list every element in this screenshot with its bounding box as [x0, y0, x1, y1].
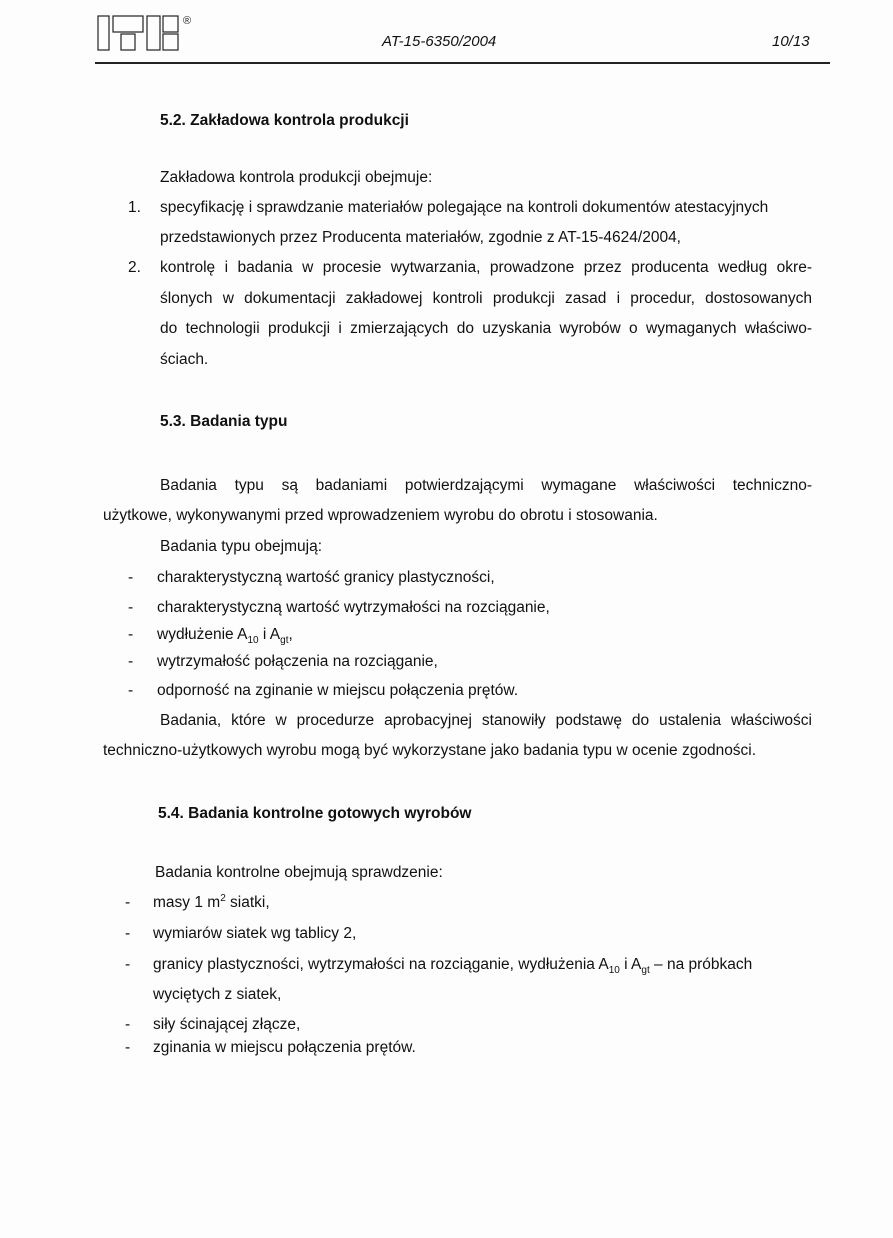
dash: -: [125, 925, 131, 942]
section-5-3-heading: 5.3. Badania typu: [160, 413, 288, 430]
dash: -: [125, 956, 131, 973]
dash: -: [128, 626, 134, 643]
subscript: gt: [641, 965, 650, 977]
paragraph: Badania, które w procedurze aprobacyjnej stanowiły podstawę do ustalenia właściwości: [160, 712, 812, 729]
list-text: do technologii produkcji i zmierzających do uzyskania wyrobów o wymaganych właściwo-: [160, 320, 812, 337]
list-text: wytrzymałość połączenia na rozciąganie,: [157, 653, 438, 670]
text: i A: [258, 626, 281, 643]
list-text: przedstawionych przez Producenta materiałów, zgodnie z AT-15-4624/2004,: [160, 229, 681, 246]
paragraph: użytkowe, wykonywanymi przed wprowadzeniem wyrobu do obrotu i stosowania.: [103, 507, 658, 524]
dash: -: [125, 894, 131, 911]
list-text: charakterystyczną wartość granicy plastyczności,: [157, 569, 495, 586]
list-number: 1.: [128, 199, 141, 216]
list-number: 2.: [128, 259, 141, 276]
dash: -: [128, 569, 134, 586]
page-number: 10/13: [772, 33, 810, 50]
dash: -: [125, 1016, 131, 1033]
list-text: specyfikację i sprawdzanie materiałów polegające na kontroli dokumentów atestacyjnych: [160, 199, 769, 216]
dash: -: [128, 682, 134, 699]
list-text: siły ścinającej złącze,: [153, 1016, 301, 1033]
list-text: [153, 894, 270, 912]
dash: -: [128, 653, 134, 670]
text: granicy plastyczności, wytrzymałości na rozciąganie, wydłużenia A: [153, 956, 609, 973]
subscript: 10: [608, 965, 620, 977]
text: masy 1 m: [153, 894, 221, 911]
list-text: ślonych w dokumentacji zakładowej kontroli produkcji zasad i procedur, dostosowanych: [160, 290, 812, 307]
dash: -: [125, 1039, 131, 1056]
svg-text:®: ®: [183, 15, 192, 27]
list-text: [157, 626, 293, 647]
paragraph: Badania typu obejmują:: [160, 538, 323, 555]
header-rule: [95, 62, 830, 64]
superscript: 2: [220, 892, 226, 904]
section-5-4-heading: 5.4. Badania kontrolne gotowych wyrobów: [158, 805, 472, 822]
text: – na próbkach: [649, 956, 753, 973]
text: ,: [288, 626, 293, 643]
dash: -: [128, 599, 134, 616]
text: [153, 956, 753, 977]
document-number: AT-15-6350/2004: [382, 33, 497, 50]
text: siatki,: [225, 894, 270, 911]
list-text: kontrolę i badania w procesie wytwarzania, prowadzone przez producenta według okre-: [160, 259, 812, 276]
list-text: charakterystyczną wartość wytrzymałości na rozciąganie,: [157, 599, 550, 616]
paragraph: Badania kontrolne obejmują sprawdzenie:: [155, 864, 443, 881]
paragraph: techniczno-użytkowych wyrobu mogą być wykorzystane jako badania typu w ocenie zgodności.: [103, 742, 757, 759]
text: wydłużenie A: [157, 626, 248, 643]
subscript: gt: [280, 635, 289, 647]
list-text: wymiarów siatek wg tablicy 2,: [153, 925, 357, 942]
list-text: ściach.: [160, 351, 209, 368]
itb-logo: [97, 14, 207, 54]
paragraph: Zakładowa kontrola produkcji obejmuje:: [160, 169, 433, 186]
list-text: zginania w miejscu połączenia prętów.: [153, 1039, 416, 1056]
text: i A: [619, 956, 642, 973]
section-5-2-heading: 5.2. Zakładowa kontrola produkcji: [160, 112, 409, 129]
paragraph: Badania typu są badaniami potwierdzającymi wymagane właściwości techniczno-: [160, 477, 812, 494]
subscript: 10: [247, 635, 259, 647]
list-text: odporność na zginanie w miejscu połączenia prętów.: [157, 682, 519, 699]
list-text: wyciętych z siatek,: [153, 986, 282, 1003]
list-text: [153, 956, 809, 977]
